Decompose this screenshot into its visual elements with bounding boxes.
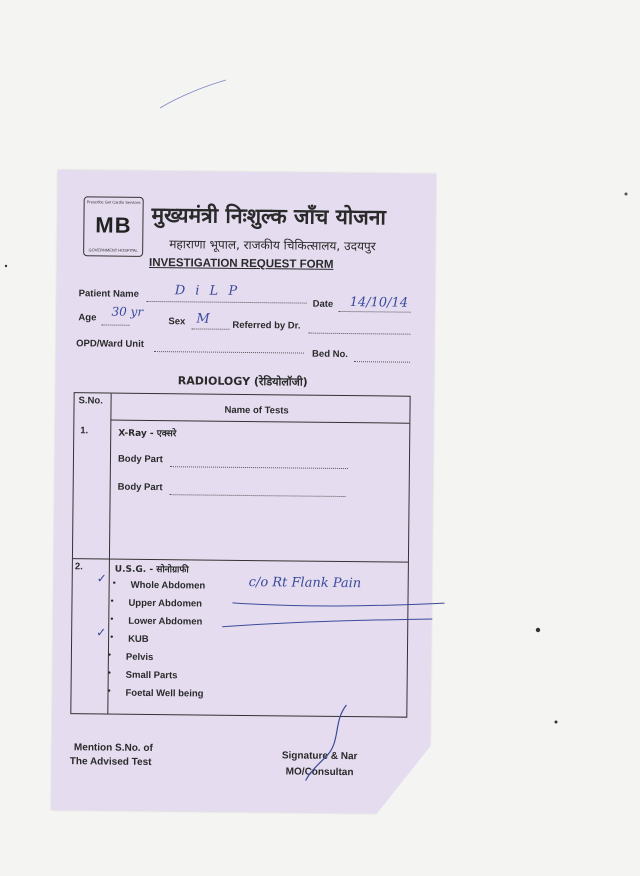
logo-mark: MB	[95, 212, 132, 238]
date-line	[339, 311, 411, 313]
usg-item-whole-abdomen: Whole Abdomen	[130, 579, 206, 592]
tick-whole-abdomen: ✓	[96, 571, 107, 586]
bullet-icon: •	[107, 667, 111, 678]
handwritten-strokes	[71, 393, 409, 716]
xray-title: X-Ray - एक्सरे	[118, 428, 177, 440]
row1-number: 1.	[80, 425, 89, 437]
body-part-label-1: Body Part	[117, 453, 163, 466]
usg-item-small-parts: Small Parts	[125, 669, 178, 682]
form-title: INVESTIGATION REQUEST FORM	[148, 256, 334, 271]
patient-name-line	[147, 301, 307, 304]
handwritten-note: c/o Rt Flank Pain	[248, 575, 362, 592]
bed-no-label: Bed No.	[312, 348, 349, 361]
age-line	[101, 324, 129, 325]
logo-subtitle: GOVERNMENT HOSPITAL	[88, 247, 138, 253]
bed-no-line	[354, 361, 410, 363]
usg-item-upper-abdomen: Upper Abdomen	[128, 597, 203, 610]
radiology-heading: RADIOLOGY (रेडियोलॉजी)	[177, 374, 308, 389]
sex-line	[191, 328, 229, 329]
referred-by-line	[308, 333, 410, 335]
patient-name-value: D i L P	[174, 283, 241, 299]
usg-title: U.S.G. - सोनोग्राफी	[114, 564, 189, 576]
sex-value: M	[196, 311, 210, 327]
bullet-icon: •	[107, 649, 112, 660]
mention-sno-line2: The Advised Test	[69, 756, 152, 769]
sex-label: Sex	[168, 316, 186, 328]
scheme-title: मुख्यमंत्री निःशुल्क जाँच योजना	[151, 202, 387, 230]
name-of-tests-header: Name of Tests	[224, 404, 289, 417]
referred-by-label: Referred by Dr.	[232, 319, 301, 332]
sno-header: S.No.	[78, 395, 103, 407]
age-label: Age	[78, 312, 97, 324]
hospital-logo	[83, 196, 144, 257]
row2-number: 2.	[74, 561, 83, 573]
bullet-icon: •	[107, 685, 111, 696]
bullet-icon: •	[110, 613, 114, 624]
logo-tagline: Prescribe Get Cardio Services	[86, 199, 141, 205]
date-label: Date	[312, 298, 334, 310]
body-part-label-2: Body Part	[117, 481, 163, 494]
bullet-icon: •	[110, 631, 114, 642]
usg-item-lower-abdomen: Lower Abdomen	[128, 615, 203, 628]
bullet-icon: •	[110, 595, 114, 606]
signature-stroke	[302, 703, 353, 784]
tests-table	[70, 392, 410, 718]
tick-kub: ✓	[96, 625, 107, 640]
bullet-icon: •	[112, 577, 116, 588]
folded-corner	[369, 733, 440, 824]
usg-item-pelvis: Pelvis	[125, 651, 154, 664]
age-value: 30 yr	[111, 304, 144, 319]
opd-ward-label: OPD/Ward Unit	[76, 338, 144, 350]
hospital-name: महाराणा भूपाल, राजकीय चिकित्सालय, उदयपुर	[169, 237, 376, 254]
opd-ward-line	[154, 351, 304, 354]
signature-label-line2: MO/Consultan	[285, 766, 354, 779]
signature-label-line1: Signature & Nar	[281, 750, 358, 763]
request-form-sheet	[51, 170, 436, 814]
usg-item-foetal-well-being: Foetal Well being	[125, 687, 204, 700]
mention-sno-line1: Mention S.No. of	[73, 742, 153, 755]
date-value: 14/10/14	[349, 295, 409, 311]
usg-item-kub: KUB	[128, 633, 149, 645]
patient-name-label: Patient Name	[78, 288, 139, 300]
